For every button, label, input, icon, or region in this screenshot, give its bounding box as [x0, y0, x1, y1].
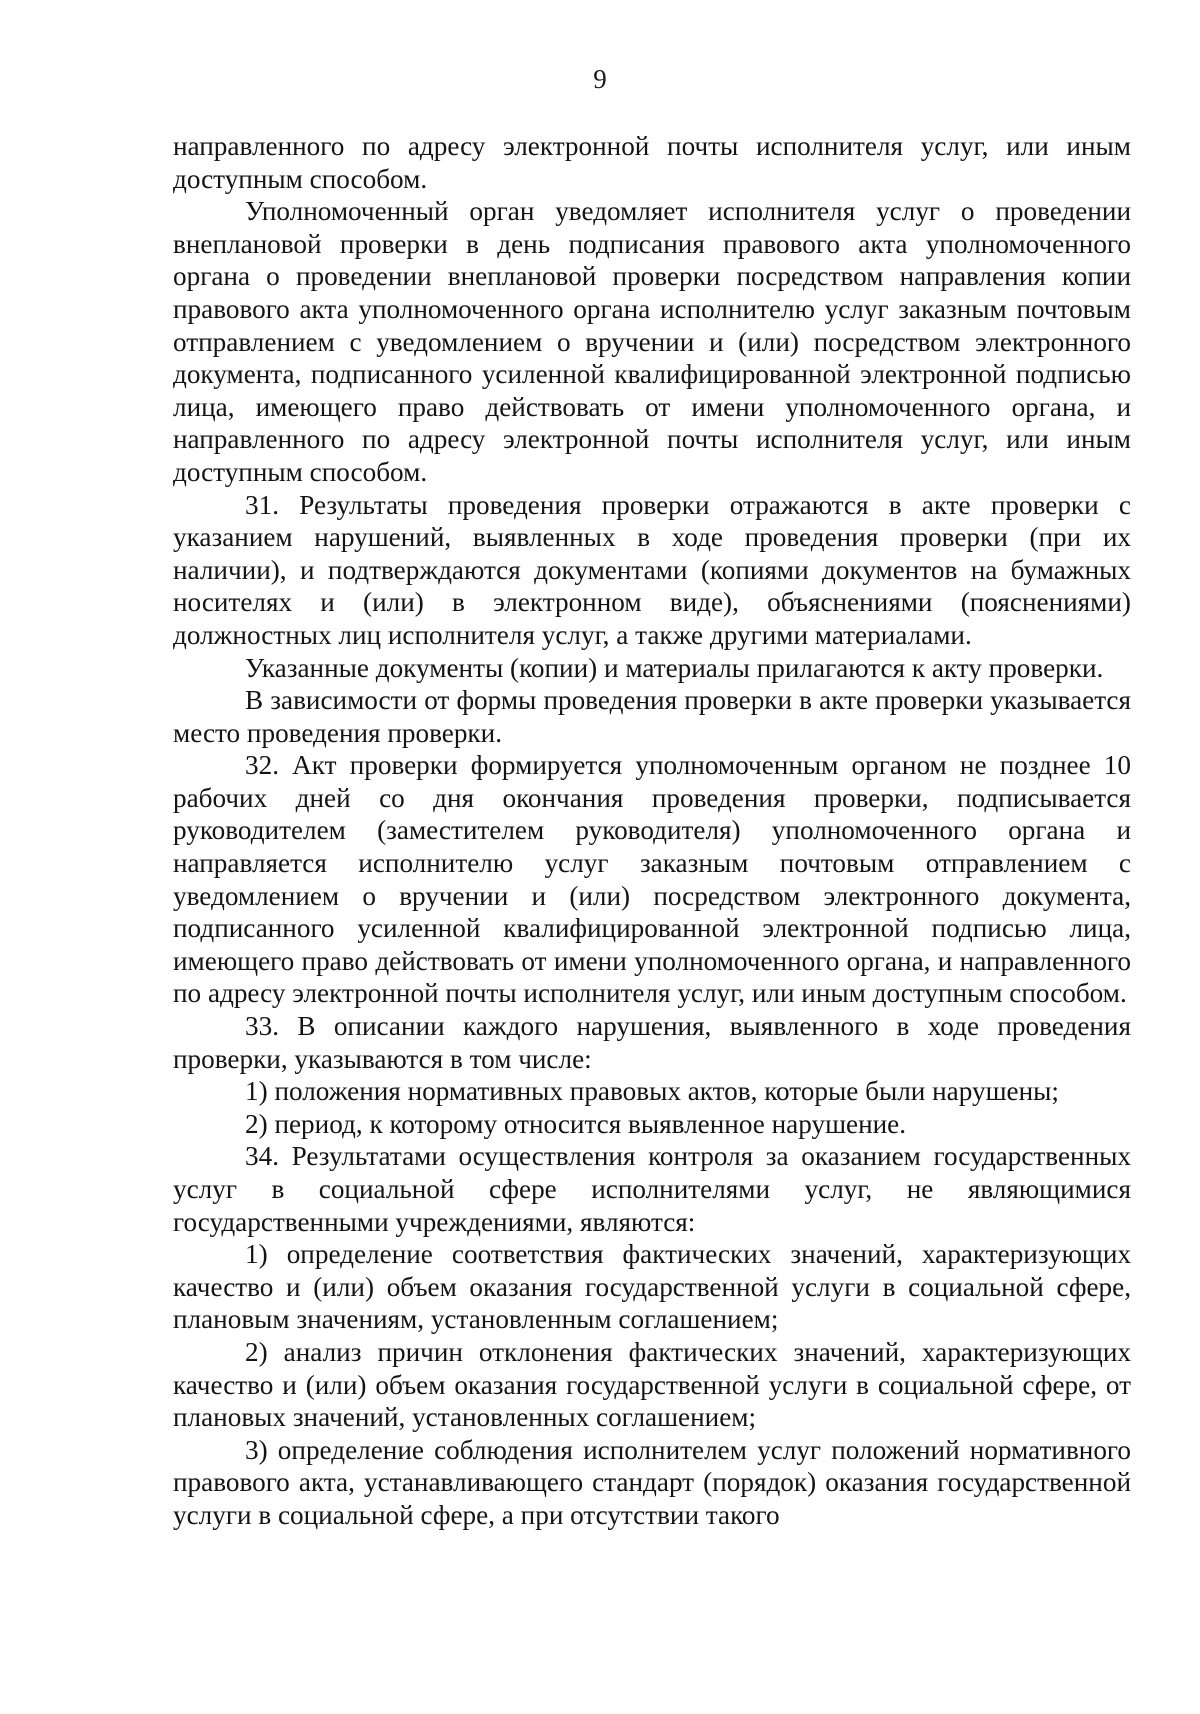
- paragraph-item-31: 31. Результаты проведения проверки отражаются в акте проверки с указанием нарушений, выявленных в ходе проведения проверки (при их наличии), и подтверждаются документами (копиями документов на бумажных носителях и (или) в электронном виде), объяснениями (пояснениями) должностных лиц исполнителя услуг, а также другими материалами.: [173, 489, 1131, 650]
- paragraph-attachments: Указанные документы (копии) и материалы прилагаются к акту проверки.: [245, 652, 1104, 683]
- document-body: [173, 130, 1131, 1532]
- list-item-33-1: 1) положения нормативных правовых актов, которые были нарушены;: [245, 1076, 1059, 1107]
- paragraph-notification: Уполномоченный орган уведомляет исполнителя услуг о проведении внеплановой проверки в день подписания правового акта уполномоченного органа о проведении внеплановой проверки посредством направления копии правового акта уполномоченного органа исполнителю услуг заказным почтовым отправлением с уведомлением о вручении и (или) посредством электронного документа, подписанного усиленной квалифицированной электронной подписью лица, имеющего право действовать от имени уполномоченного органа, и направленного по адресу электронной почты исполнителя услуг, или иным доступным способом.: [173, 196, 1131, 487]
- list-item-34-3: 3) определение соблюдения исполнителем услуг положений нормативного правового акта, устанавливающего стандарт (порядок) оказания государственной услуги в социальной сфере, а при отсутствии такого: [173, 1434, 1131, 1530]
- paragraph-item-32: 32. Акт проверки формируется уполномоченным органом не позднее 10 рабочих дней со дня окончания проведения проверки, подписывается руководителем (заместителем руководителя) уполномоченного органа и направляется исполнителю услуг заказным почтовым отправлением с уведомлением о вручении и (или) посредством электронного документа, подписанного усиленной квалифицированной электронной подписью лица, имеющего право действовать от имени уполномоченного органа, и направленного по адресу электронной почты исполнителя услуг, или иным доступным способом.: [173, 750, 1131, 1009]
- paragraph-inspection-place: В зависимости от формы проведения проверки в акте проверки указывается место проведения проверки.: [173, 685, 1131, 748]
- page-number: 9: [593, 64, 607, 94]
- list-item-33-2: 2) период, к которому относится выявленное нарушение.: [245, 1108, 907, 1139]
- paragraph-item-33: 33. В описании каждого нарушения, выявленного в ходе проведения проверки, указываются в том числе:: [173, 1011, 1131, 1074]
- list-item-34-1: 1) определение соответствия фактических значений, характеризующих качество и (или) объем оказания государственной услуги в социальной сфере, плановым значениям, установленным соглашением;: [173, 1239, 1131, 1335]
- list-item-34-2: 2) анализ причин отклонения фактических значений, характеризующих качество и (или) объем оказания государственной услуги в социальной сфере, от плановых значений, установленных соглашением;: [173, 1336, 1131, 1433]
- paragraph-item-34: 34. Результатами осуществления контроля за оказанием государственных услуг в социальной сфере исполнителями услуг, не являющимися государственными учреждениями, являются:: [173, 1141, 1131, 1237]
- paragraph-continuation: направленного по адресу электронной почты исполнителя услуг, или иным доступным способом.: [173, 131, 1131, 194]
